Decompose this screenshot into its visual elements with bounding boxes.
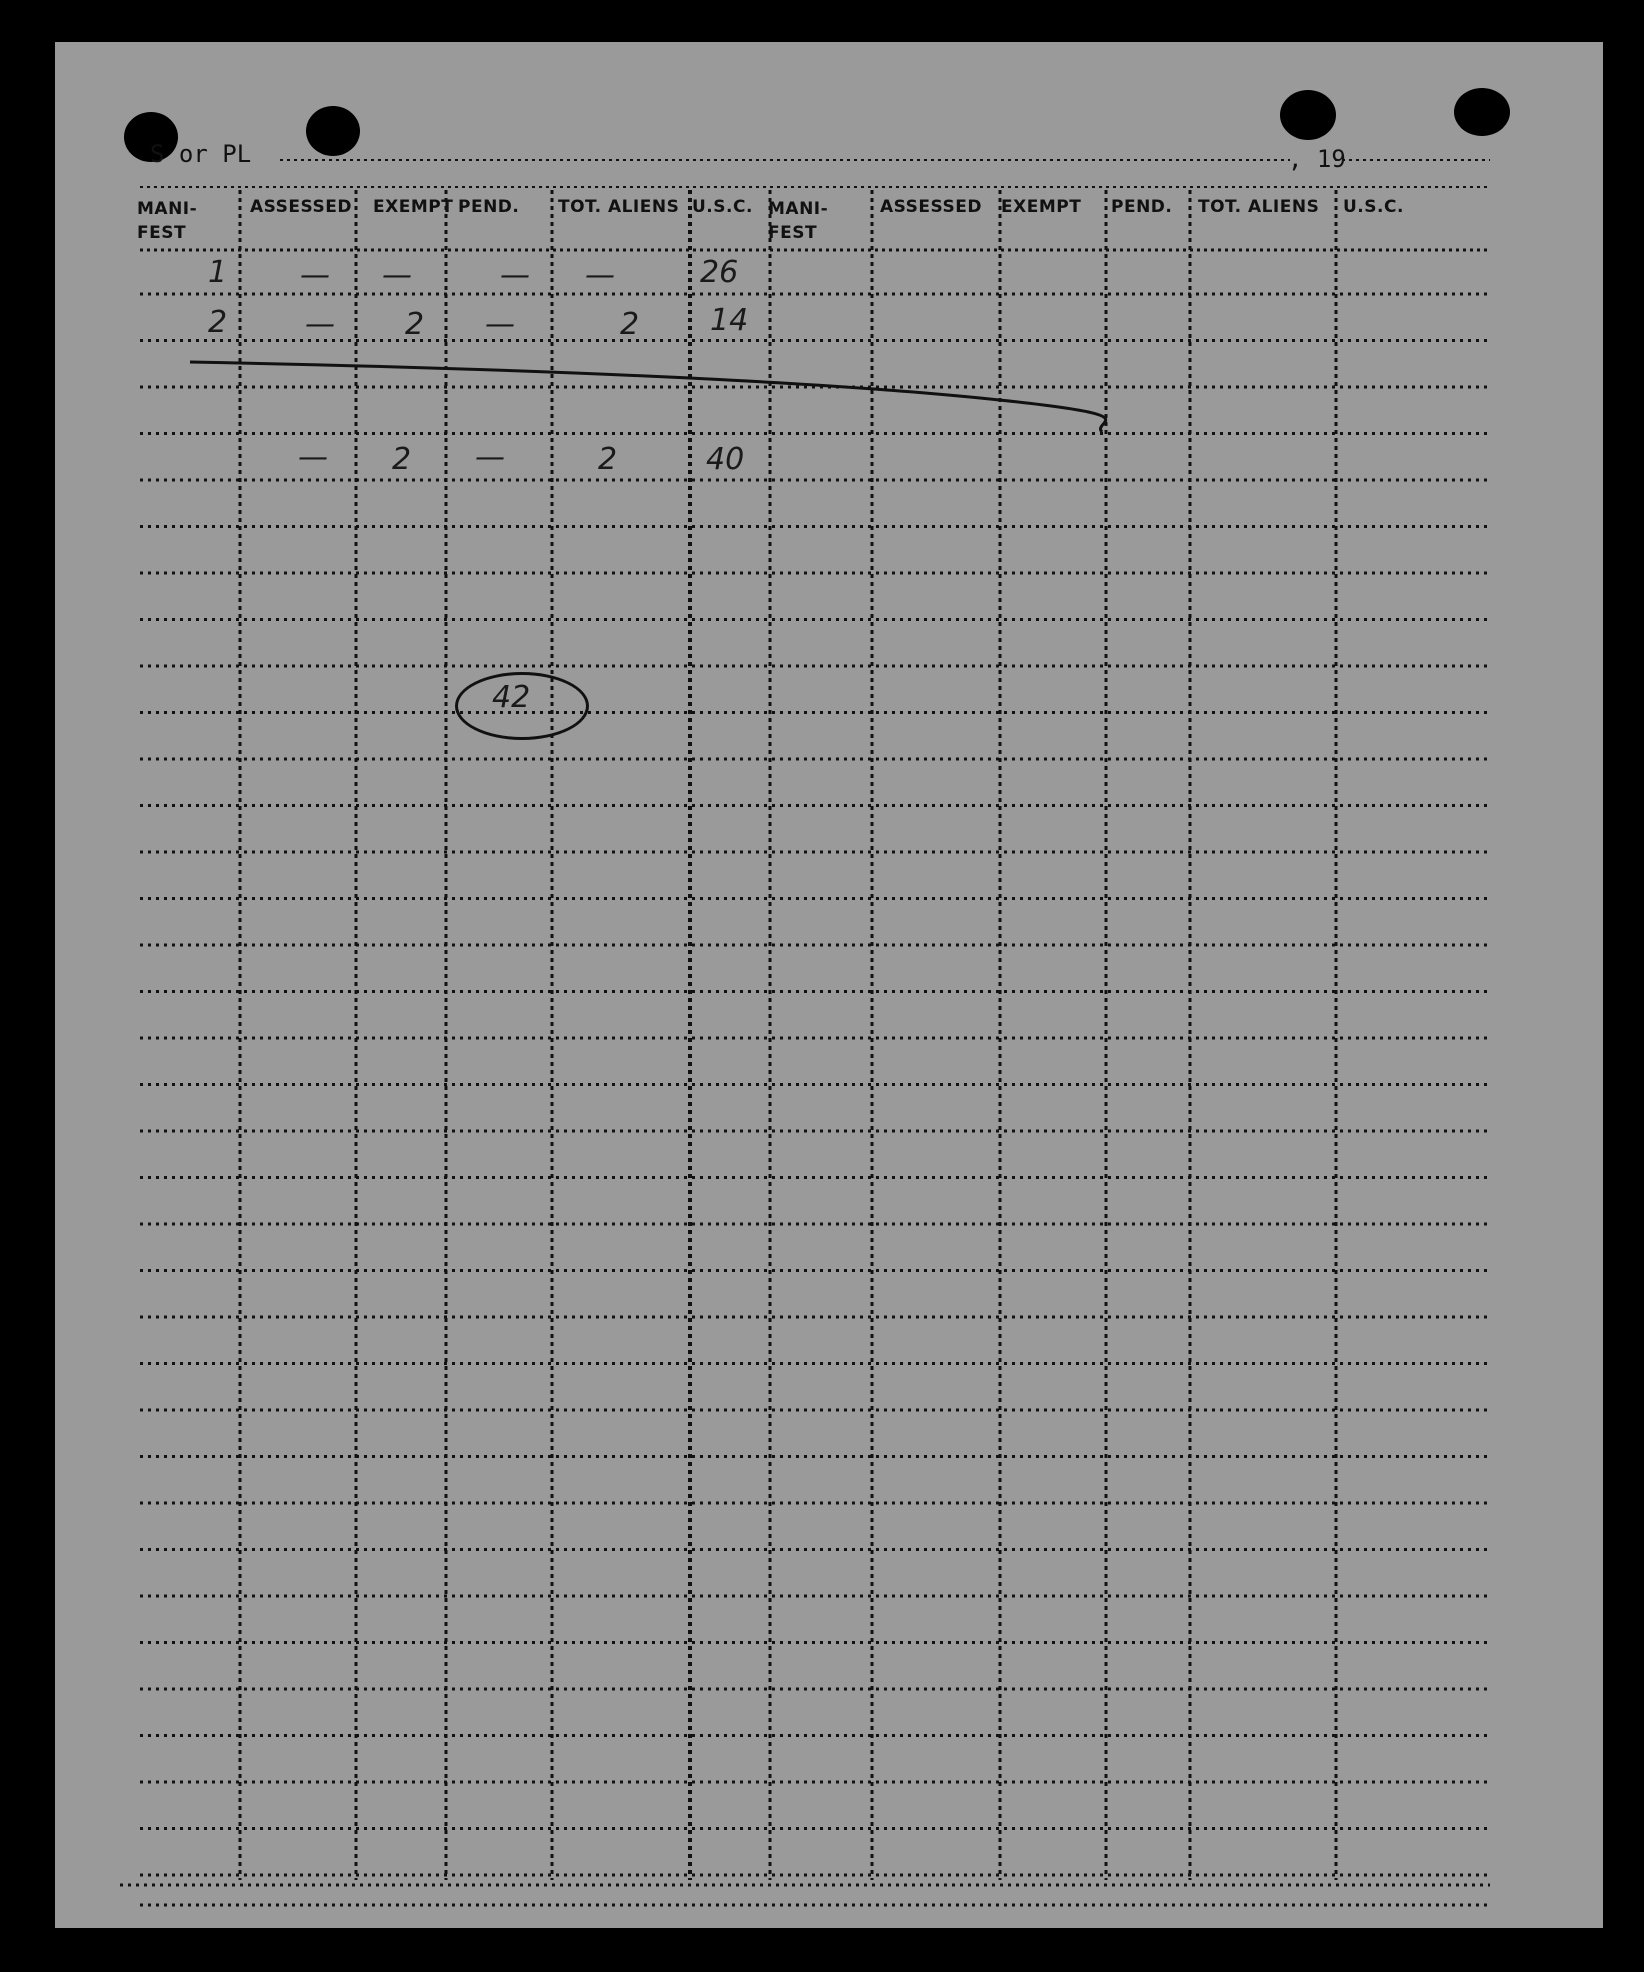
header-tot-aliens-right: TOT. ALIENS	[1198, 197, 1320, 217]
hw-total-pend: —	[475, 440, 505, 475]
header-usc-right: U.S.C.	[1343, 197, 1404, 217]
hw-total-tot-aliens: 2	[598, 442, 618, 477]
hw-row2-tot-aliens: 2	[620, 307, 640, 342]
hw-row1-exempt: —	[382, 258, 412, 293]
hw-row1-assessed: —	[300, 258, 330, 293]
hw-row1-manifest: 1	[208, 255, 228, 290]
punch-hole	[306, 106, 360, 156]
header-exempt-right: EXEMPT	[1001, 197, 1082, 217]
hw-row2-manifest: 2	[208, 305, 228, 340]
header-assessed-right: ASSESSED	[880, 197, 982, 217]
hw-row2-exempt: 2	[405, 307, 425, 342]
hw-row1-pend: —	[500, 258, 530, 293]
circled-total-value: 42	[492, 680, 531, 715]
hw-row2-pend: —	[485, 307, 515, 342]
header-manifest-right: MANI- FEST	[768, 199, 829, 243]
header-exempt-left: EXEMPT	[373, 197, 454, 217]
hw-row2-usc: 14	[710, 303, 749, 338]
hw-row2-assessed: —	[305, 307, 335, 342]
port-label: S or PL	[150, 140, 252, 168]
header-pend-left: PEND.	[458, 197, 520, 217]
hw-total-exempt: 2	[392, 442, 412, 477]
hw-row1-usc: 26	[700, 255, 739, 290]
header-pend-right: PEND.	[1111, 197, 1173, 217]
header-assessed-left: ASSESSED	[250, 197, 352, 217]
hw-total-assessed: —	[298, 440, 328, 475]
punch-hole	[1454, 88, 1510, 136]
punch-hole	[1280, 90, 1336, 140]
hw-row1-tot-aliens: —	[585, 258, 615, 293]
header-tot-aliens-left: TOT. ALIENS	[558, 197, 680, 217]
year-label: , 19	[1288, 145, 1346, 173]
handwritten-separator-line	[190, 362, 1106, 432]
header-usc-left: U.S.C.	[692, 197, 753, 217]
hw-total-usc: 40	[706, 442, 745, 477]
header-manifest-left: MANI- FEST	[137, 199, 198, 243]
